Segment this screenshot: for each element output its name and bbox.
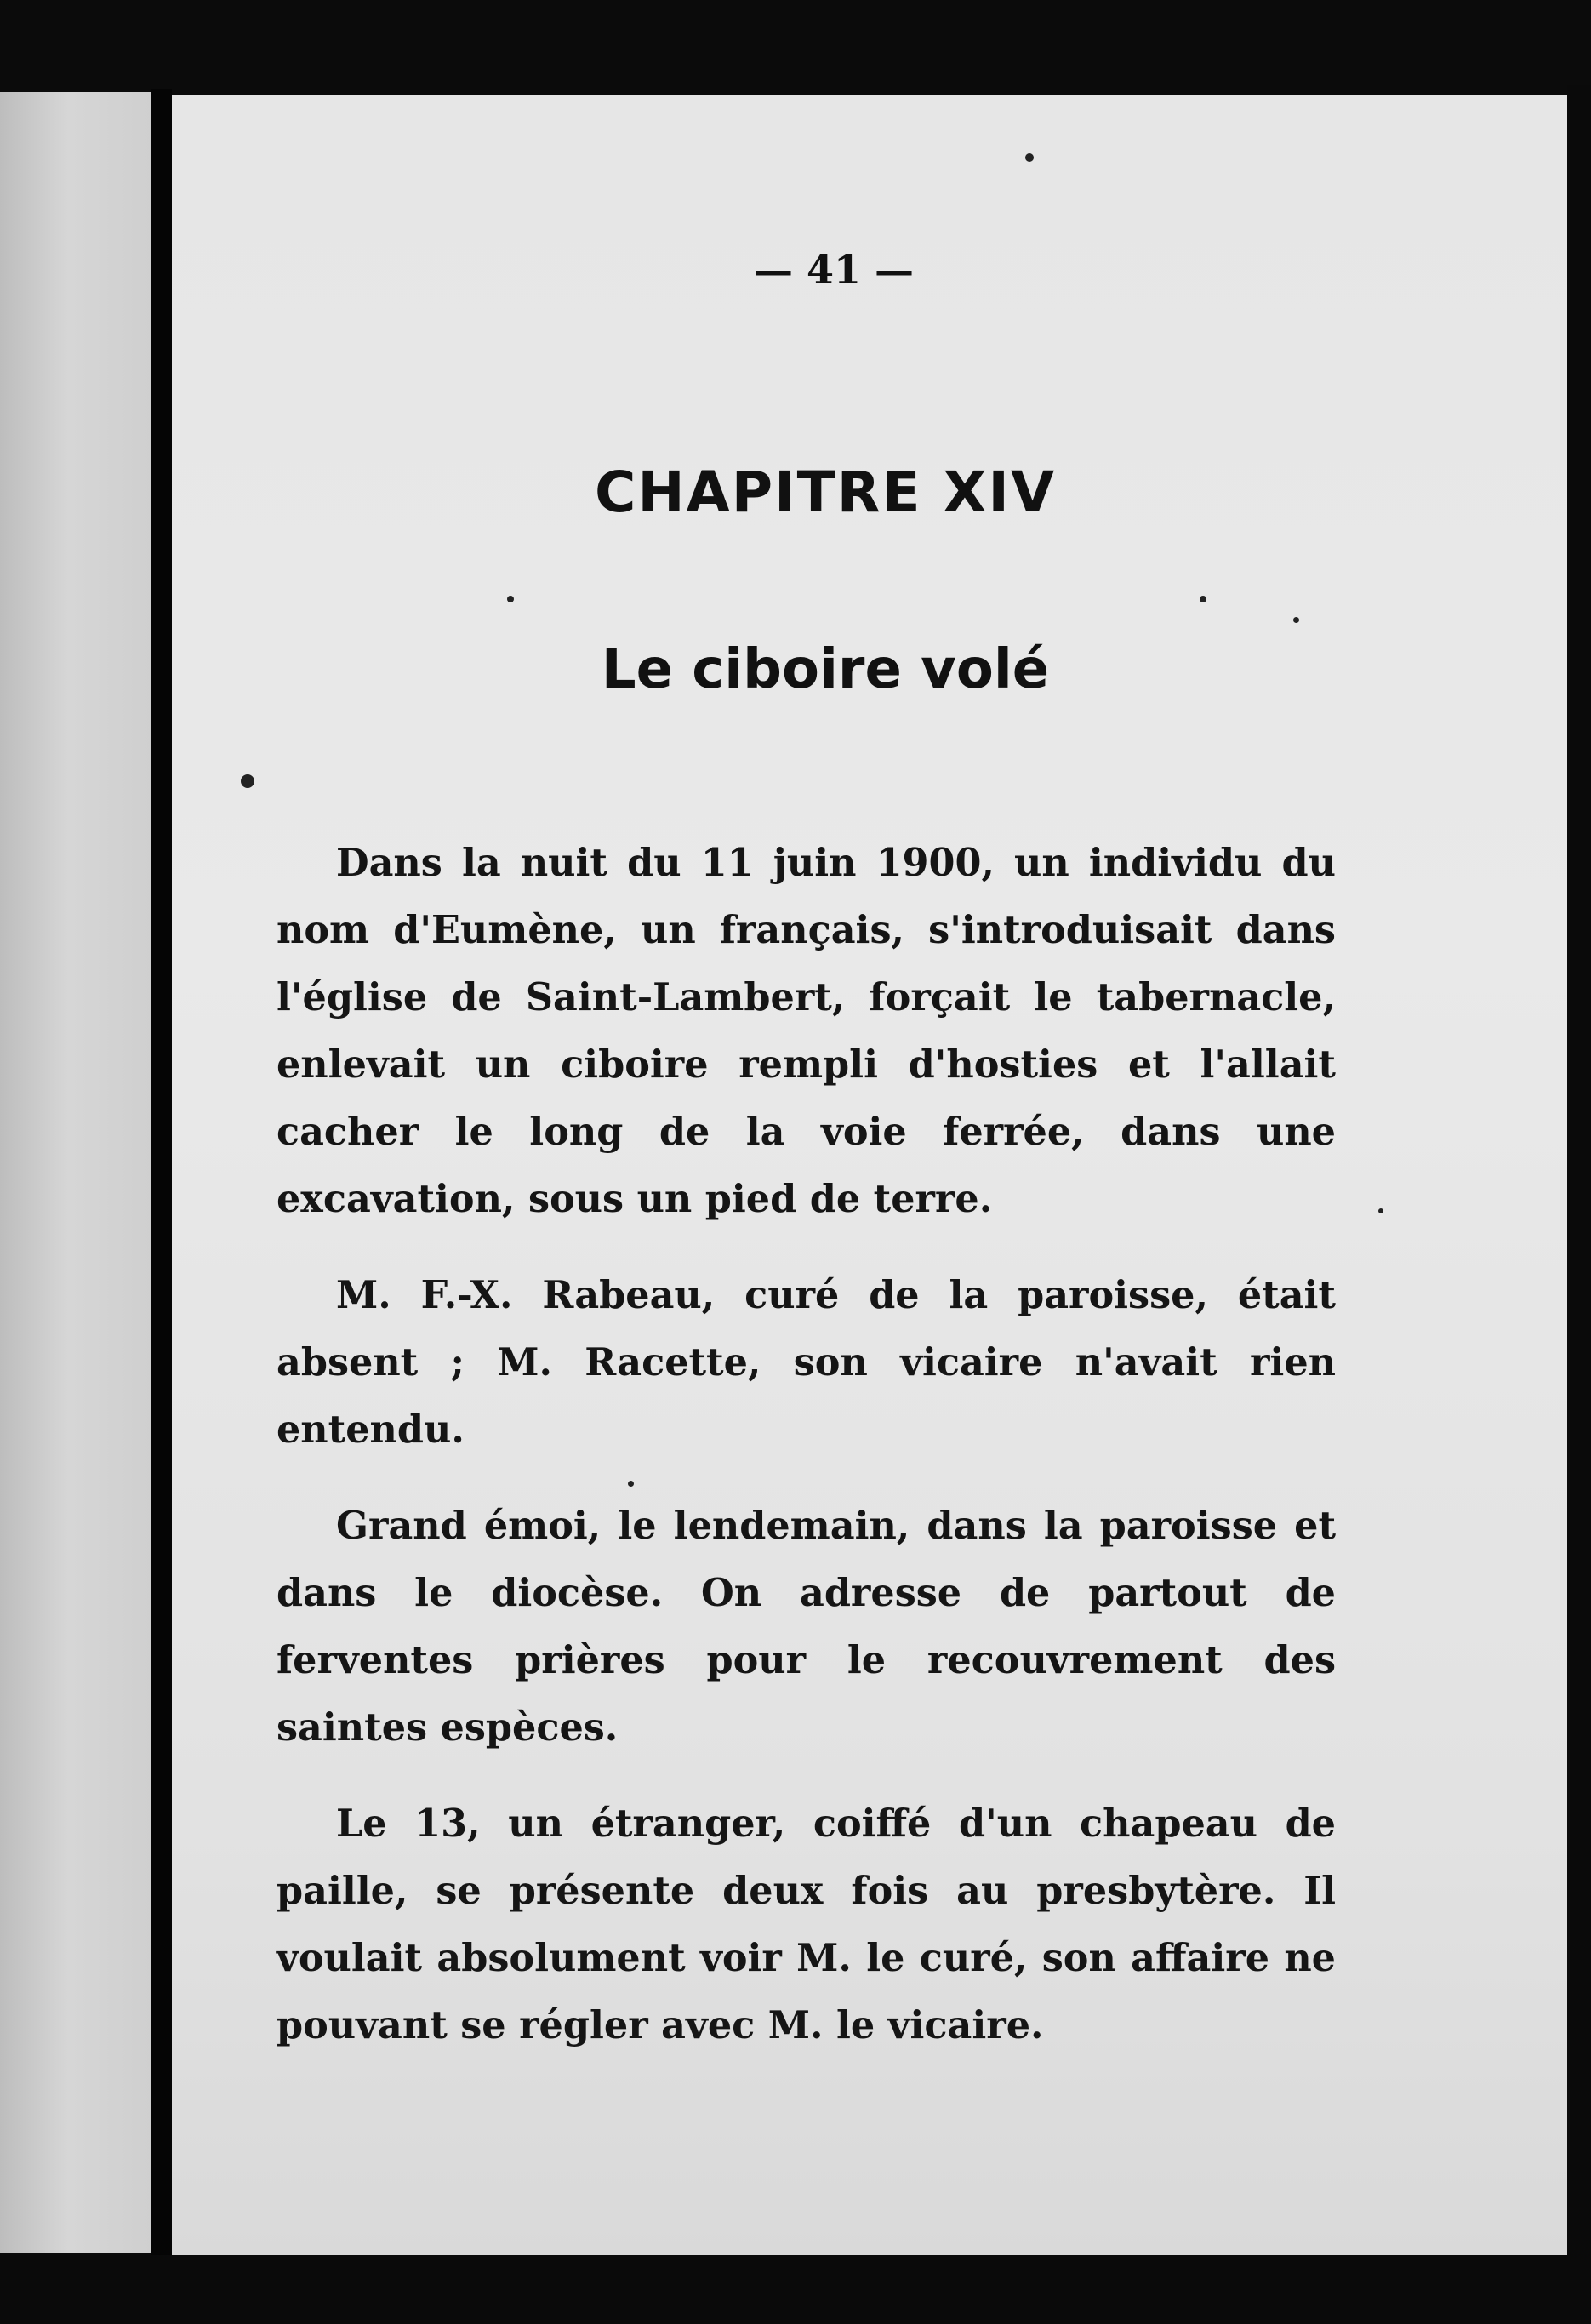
chapter-title: Le ciboire volé xyxy=(601,638,1050,701)
book-spine xyxy=(151,89,172,2255)
bottom-border xyxy=(0,2255,1591,2324)
chapter-heading: CHAPITRE XIV xyxy=(594,460,1057,525)
scan-speck xyxy=(628,1481,634,1487)
scan-speck xyxy=(1025,153,1034,162)
scan-speck xyxy=(1293,617,1299,623)
paragraph-2: M. F.-X. Rabeau, curé de la paroisse, était absent ; M. Racette, son vicaire n'avait rien entendu. xyxy=(277,1273,1336,1452)
page-number: — 41 — xyxy=(753,247,915,293)
paragraph-1: Dans la nuit du 11 juin 1900, un individu du nom d'Eumène, un français, s'introduisait dans l'église de Saint-Lambert, forçait le tabernacle, enlevait un ciboire rempli d'hosties et l'allait cacher le long de la voie ferrée, dans une excavation, sous un pied de terre. xyxy=(277,841,1336,1221)
paragraph-3: Grand émoi, le lendemain, dans la paroisse et dans le diocèse. On adresse de partout de ferventes prières pour le recouvrement des saintes espèces. xyxy=(277,1504,1336,1750)
scan-speck xyxy=(241,774,254,788)
scan-speck xyxy=(1200,596,1206,602)
right-border xyxy=(1567,85,1591,2264)
facing-page-edge xyxy=(0,92,151,2253)
chapter-body xyxy=(277,830,1336,2088)
scan-speck xyxy=(507,596,514,602)
paragraph-4: Le 13, un étranger, coiffé d'un chapeau de paille, se présente deux fois au presbytère. Il voulait absolument voir M. le curé, son affaire ne pouvant se régler avec M. le vicaire. xyxy=(277,1802,1336,2047)
scan-speck xyxy=(1378,1208,1383,1213)
